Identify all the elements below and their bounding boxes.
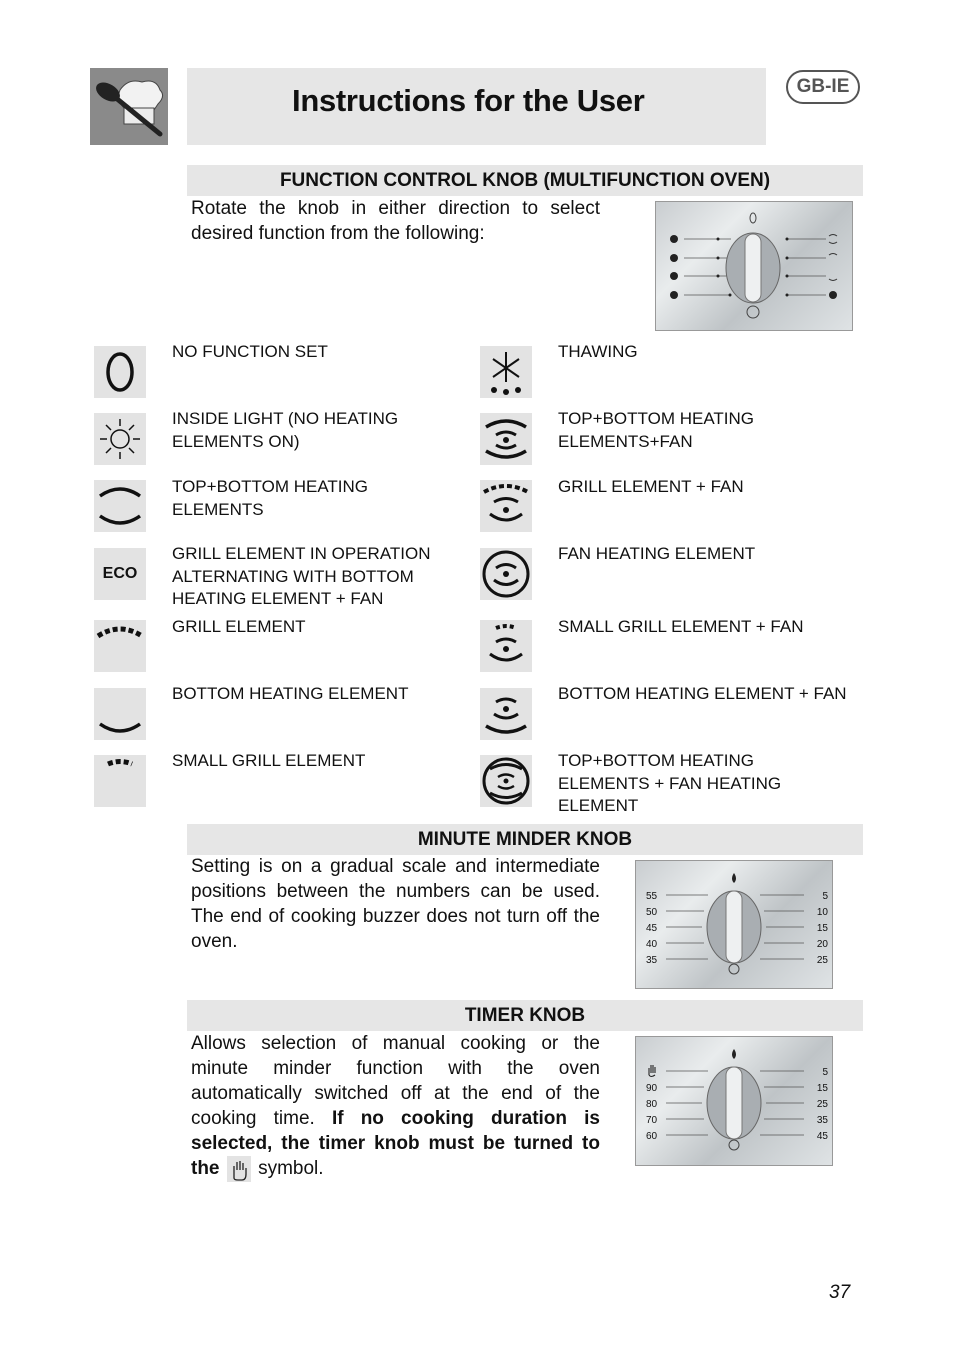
page-number: 37 — [829, 1282, 851, 1303]
chef-logo — [90, 68, 168, 145]
function-label-grill-fan: GRILL ELEMENT + FAN — [558, 477, 744, 496]
function-knob-icon — [656, 202, 852, 330]
title-bar — [187, 68, 766, 145]
scale-label: 50 — [646, 907, 658, 918]
eco-icon-text: ECO — [102, 565, 138, 582]
scale-label: 70 — [646, 1115, 658, 1126]
function-label-top-bottom-fan-heating: TOP+BOTTOM HEATING ELEMENTS + FAN HEATING ELEMENT — [558, 751, 782, 815]
function-label-top-bottom: TOP+BOTTOM HEATING ELEMENTS — [172, 477, 368, 519]
function-label-thawing: THAWING — [558, 342, 638, 361]
scale-label: 25 — [816, 955, 828, 966]
function-label-eco: GRILL ELEMENT IN OPERATION ALTERNATING WITH BOTTOM HEATING ELEMENT + FAN — [172, 544, 431, 608]
function-label-grill: GRILL ELEMENT — [172, 617, 306, 636]
small-grill-icon — [94, 755, 146, 807]
function-label-bottom-fan: BOTTOM HEATING ELEMENT + FAN — [558, 684, 847, 703]
scale-label: 45 — [646, 923, 658, 934]
timer-text-end: symbol. — [258, 1158, 324, 1180]
function-label-bottom: BOTTOM HEATING ELEMENT — [172, 684, 409, 703]
bottom-icon — [94, 688, 146, 740]
top-bottom-fan-heating-icon — [480, 755, 532, 807]
hand-icon — [227, 1156, 251, 1182]
scale-label: 55 — [646, 891, 658, 902]
scale-label: 35 — [816, 1115, 828, 1126]
function-knob-image — [655, 201, 853, 331]
scale-label: 60 — [646, 1131, 658, 1142]
bottom-fan-icon — [480, 688, 532, 740]
fan-heating-icon — [480, 548, 532, 600]
no-function-icon — [94, 346, 146, 398]
page-title: Instructions for the User — [292, 83, 645, 118]
function-label-no-function: NO FUNCTION SET — [172, 342, 328, 361]
grill-icon — [94, 620, 146, 672]
scale-label: 45 — [816, 1131, 828, 1142]
function-label-small-grill-fan: SMALL GRILL ELEMENT + FAN — [558, 617, 804, 636]
minute-minder-knob-image — [635, 860, 833, 989]
light-icon — [94, 413, 146, 465]
scale-label: 80 — [646, 1099, 658, 1110]
timer-knob-icon — [636, 1037, 832, 1165]
function-label-fan-heating: FAN HEATING ELEMENT — [558, 544, 756, 563]
top-bottom-fan-icon — [480, 413, 532, 465]
scale-label: 5 — [822, 891, 828, 902]
scale-label: 15 — [816, 923, 828, 934]
timer-text — [191, 1031, 600, 1182]
function-knob-text: Rotate the knob in either direction to select desired function from the following: — [191, 198, 600, 244]
minute-minder-right-scale — [808, 889, 828, 969]
eco-icon — [94, 548, 146, 600]
function-label-small-grill: SMALL GRILL ELEMENT — [172, 751, 366, 770]
language-badge: GB-IE — [786, 70, 860, 104]
timer-knob-image — [635, 1036, 833, 1166]
function-label-top-bottom-fan: TOP+BOTTOM HEATING ELEMENTS+FAN — [558, 409, 754, 451]
scale-label: 10 — [816, 907, 828, 918]
scale-label: 40 — [646, 939, 658, 950]
function-label-light: INSIDE LIGHT (NO HEATING ELEMENTS ON) — [172, 409, 399, 451]
timer-heading: TIMER KNOB — [187, 1000, 863, 1031]
chef-spoon-icon — [90, 68, 168, 145]
scale-label: 20 — [816, 939, 828, 950]
minute-minder-heading: MINUTE MINDER KNOB — [187, 824, 863, 855]
thawing-icon — [480, 346, 532, 398]
timer-left-scale — [646, 1081, 657, 1145]
minute-minder-text: Setting is on a gradual scale and intermediate positions between the numbers can be used. The end of cooking buzzer does not turn off the oven. — [191, 856, 600, 952]
scale-label: 35 — [646, 955, 658, 966]
scale-label: 5 — [822, 1067, 828, 1078]
minute-minder-left-scale — [646, 889, 657, 969]
function-knob-heading: FUNCTION CONTROL KNOB (MULTIFUNCTION OVEN) — [187, 165, 863, 196]
timer-right-scale — [808, 1065, 828, 1145]
scale-label: 90 — [646, 1083, 658, 1094]
timer-text-bold: If no cooking duration is selected, the timer knob must be turned to the — [191, 1108, 600, 1180]
minute-minder-knob-icon — [636, 861, 832, 988]
scale-label: 25 — [816, 1099, 828, 1110]
timer-text-normal: Allows selection of manual cooking or the minute minder function with the oven automatically switched off at the end of the cooking time. — [191, 1033, 600, 1129]
scale-label: 15 — [816, 1083, 828, 1094]
grill-fan-icon — [480, 480, 532, 532]
small-grill-fan-icon — [480, 620, 532, 672]
top-bottom-icon — [94, 480, 146, 532]
